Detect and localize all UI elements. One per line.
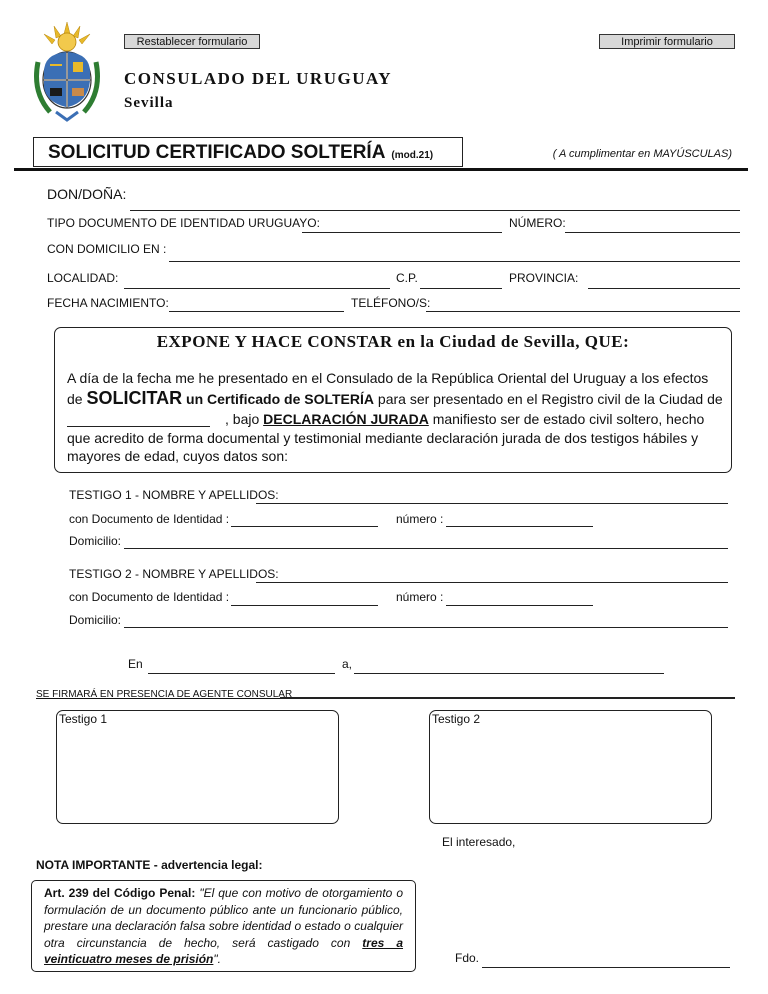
province-label: PROVINCIA: xyxy=(509,271,579,285)
capitals-note: ( A cumplimentar en MAYÚSCULAS) xyxy=(552,148,732,160)
declaration-line-5: mayores de edad, cuyos datos son: xyxy=(67,448,289,464)
declaration-line-2 xyxy=(67,388,723,409)
witness2-number-field[interactable] xyxy=(446,605,593,606)
doc-number-field[interactable] xyxy=(565,232,740,233)
witness2-doc-field[interactable] xyxy=(231,605,378,606)
declaration-solicitar: SOLICITAR xyxy=(86,388,183,408)
signed-fdo-label: Fdo. xyxy=(455,951,480,965)
legal-end: ". xyxy=(213,952,221,966)
birth-date-label: FECHA NACIMIENTO: xyxy=(47,296,169,310)
phone-field[interactable] xyxy=(426,311,740,312)
declaration-registry: para ser presentado en el Registro civil de la Ciudad de xyxy=(374,391,723,407)
witness2-name-label: TESTIGO 2 - NOMBRE Y APELLIDOS: xyxy=(69,567,279,581)
witness1-domicile-label: Domicilio: xyxy=(69,534,122,548)
witness1-domicile-field[interactable] xyxy=(124,548,728,549)
witness2-domicile-label: Domicilio: xyxy=(69,613,122,627)
witness1-name-field[interactable] xyxy=(256,503,728,504)
signature-field[interactable] xyxy=(482,967,730,968)
consulate-city: Sevilla xyxy=(124,95,174,111)
declaration-box xyxy=(54,327,732,473)
locality-field[interactable] xyxy=(124,288,390,289)
form-title-text: SOLICITUD CERTIFICADO SOLTERÍA xyxy=(48,142,386,163)
declaration-title-rest: en la Ciudad de Sevilla, QUE: xyxy=(392,332,630,351)
witness2-doc-label: con Documento de Identidad : xyxy=(69,590,230,604)
consulate-name: CONSULADO DEL URUGUAY xyxy=(124,69,392,88)
locality-label: LOCALIDAD: xyxy=(47,271,119,285)
legal-warning-box xyxy=(31,880,416,972)
witness1-number-label: número : xyxy=(396,512,444,526)
witness2-domicile-field[interactable] xyxy=(124,627,728,628)
birth-date-field[interactable] xyxy=(169,311,344,312)
legal-warning-heading: NOTA IMPORTANTE - advertencia legal: xyxy=(36,858,263,872)
date-field[interactable] xyxy=(354,673,664,674)
interested-party-label: El interesado, xyxy=(442,835,516,849)
declaration-bajo: , bajo xyxy=(225,411,264,427)
form-model-code: (mod.21) xyxy=(391,150,434,161)
don-dona-field[interactable] xyxy=(130,210,740,211)
witness1-doc-label: con Documento de Identidad : xyxy=(69,512,230,526)
declaration-certificate: un Certificado de SOLTERÍA xyxy=(182,391,375,407)
witness2-signature-box[interactable] xyxy=(429,710,712,824)
domicile-label: CON DOMICILIO EN : xyxy=(47,242,167,256)
witness1-signature-label: Testigo 1 xyxy=(59,712,108,726)
legal-article: Art. 239 del Código Penal: xyxy=(44,886,196,900)
form-title xyxy=(48,142,433,164)
legal-penalty: tres a veinticuatro meses de prisión xyxy=(44,935,404,966)
witness1-number-field[interactable] xyxy=(446,526,593,527)
don-dona-label: DON/DOÑA: xyxy=(47,186,127,202)
reset-form-button[interactable]: Restablecer formulario xyxy=(124,34,260,49)
postcode-label: C.P. xyxy=(396,271,418,285)
registry-city-field[interactable] xyxy=(67,426,210,427)
signatures-divider xyxy=(280,697,735,699)
declaration-title xyxy=(55,332,731,352)
doc-number-label: NÚMERO: xyxy=(509,216,566,230)
declaration-title-bold: EXPONE Y HACE CONSTAR xyxy=(156,332,393,351)
witness2-number-label: número : xyxy=(396,590,444,604)
declaration-soltero: manifiesto ser de estado civil soltero, hecho xyxy=(428,411,705,427)
domicile-field[interactable] xyxy=(169,261,740,262)
witness2-signature-label: Testigo 2 xyxy=(432,712,481,726)
witness2-name-field[interactable] xyxy=(256,582,728,583)
postcode-field[interactable] xyxy=(420,288,502,289)
doc-type-label: TIPO DOCUMENTO DE IDENTIDAD URUGUAYO: xyxy=(47,216,320,230)
phone-label: TELÉFONO/S: xyxy=(351,296,431,310)
witness1-name-label: TESTIGO 1 - NOMBRE Y APELLIDOS: xyxy=(69,488,279,502)
coat-of-arms-emblem xyxy=(30,22,104,124)
legal-text: "El que con motivo de otorgamiento o formulación de un documento público ante un funcionario público, prestare una declaración falsa sobre identidad o estado o cualquier otra circunstancia de hecho, será castigado con xyxy=(44,886,404,950)
declaration-line-4: que acredito de forma documental y testimonial mediante declaración jurada de dos testigos hábiles y xyxy=(67,430,699,446)
witness1-signature-box[interactable] xyxy=(56,710,339,824)
witness1-doc-field[interactable] xyxy=(231,526,378,527)
declaration-jurada: DECLARACIÓN JURADA xyxy=(263,411,429,427)
date-a-label: a, xyxy=(342,657,353,671)
place-en-label: En xyxy=(128,657,143,671)
declaration-line-3 xyxy=(225,411,704,427)
header-divider xyxy=(14,168,748,171)
consular-agent-note: SE FIRMARÁ EN PRESENCIA DE AGENTE CONSULAR xyxy=(36,689,293,700)
doc-type-field[interactable] xyxy=(302,232,502,233)
province-field[interactable] xyxy=(588,288,740,289)
declaration-de: de xyxy=(67,391,87,407)
declaration-line-1: A día de la fecha me he presentado en el Consulado de la República Oriental del Uruguay a los efectos xyxy=(67,370,709,386)
form-title-box xyxy=(33,137,463,167)
place-field[interactable] xyxy=(148,673,335,674)
print-form-button[interactable]: Imprimir formulario xyxy=(599,34,735,49)
